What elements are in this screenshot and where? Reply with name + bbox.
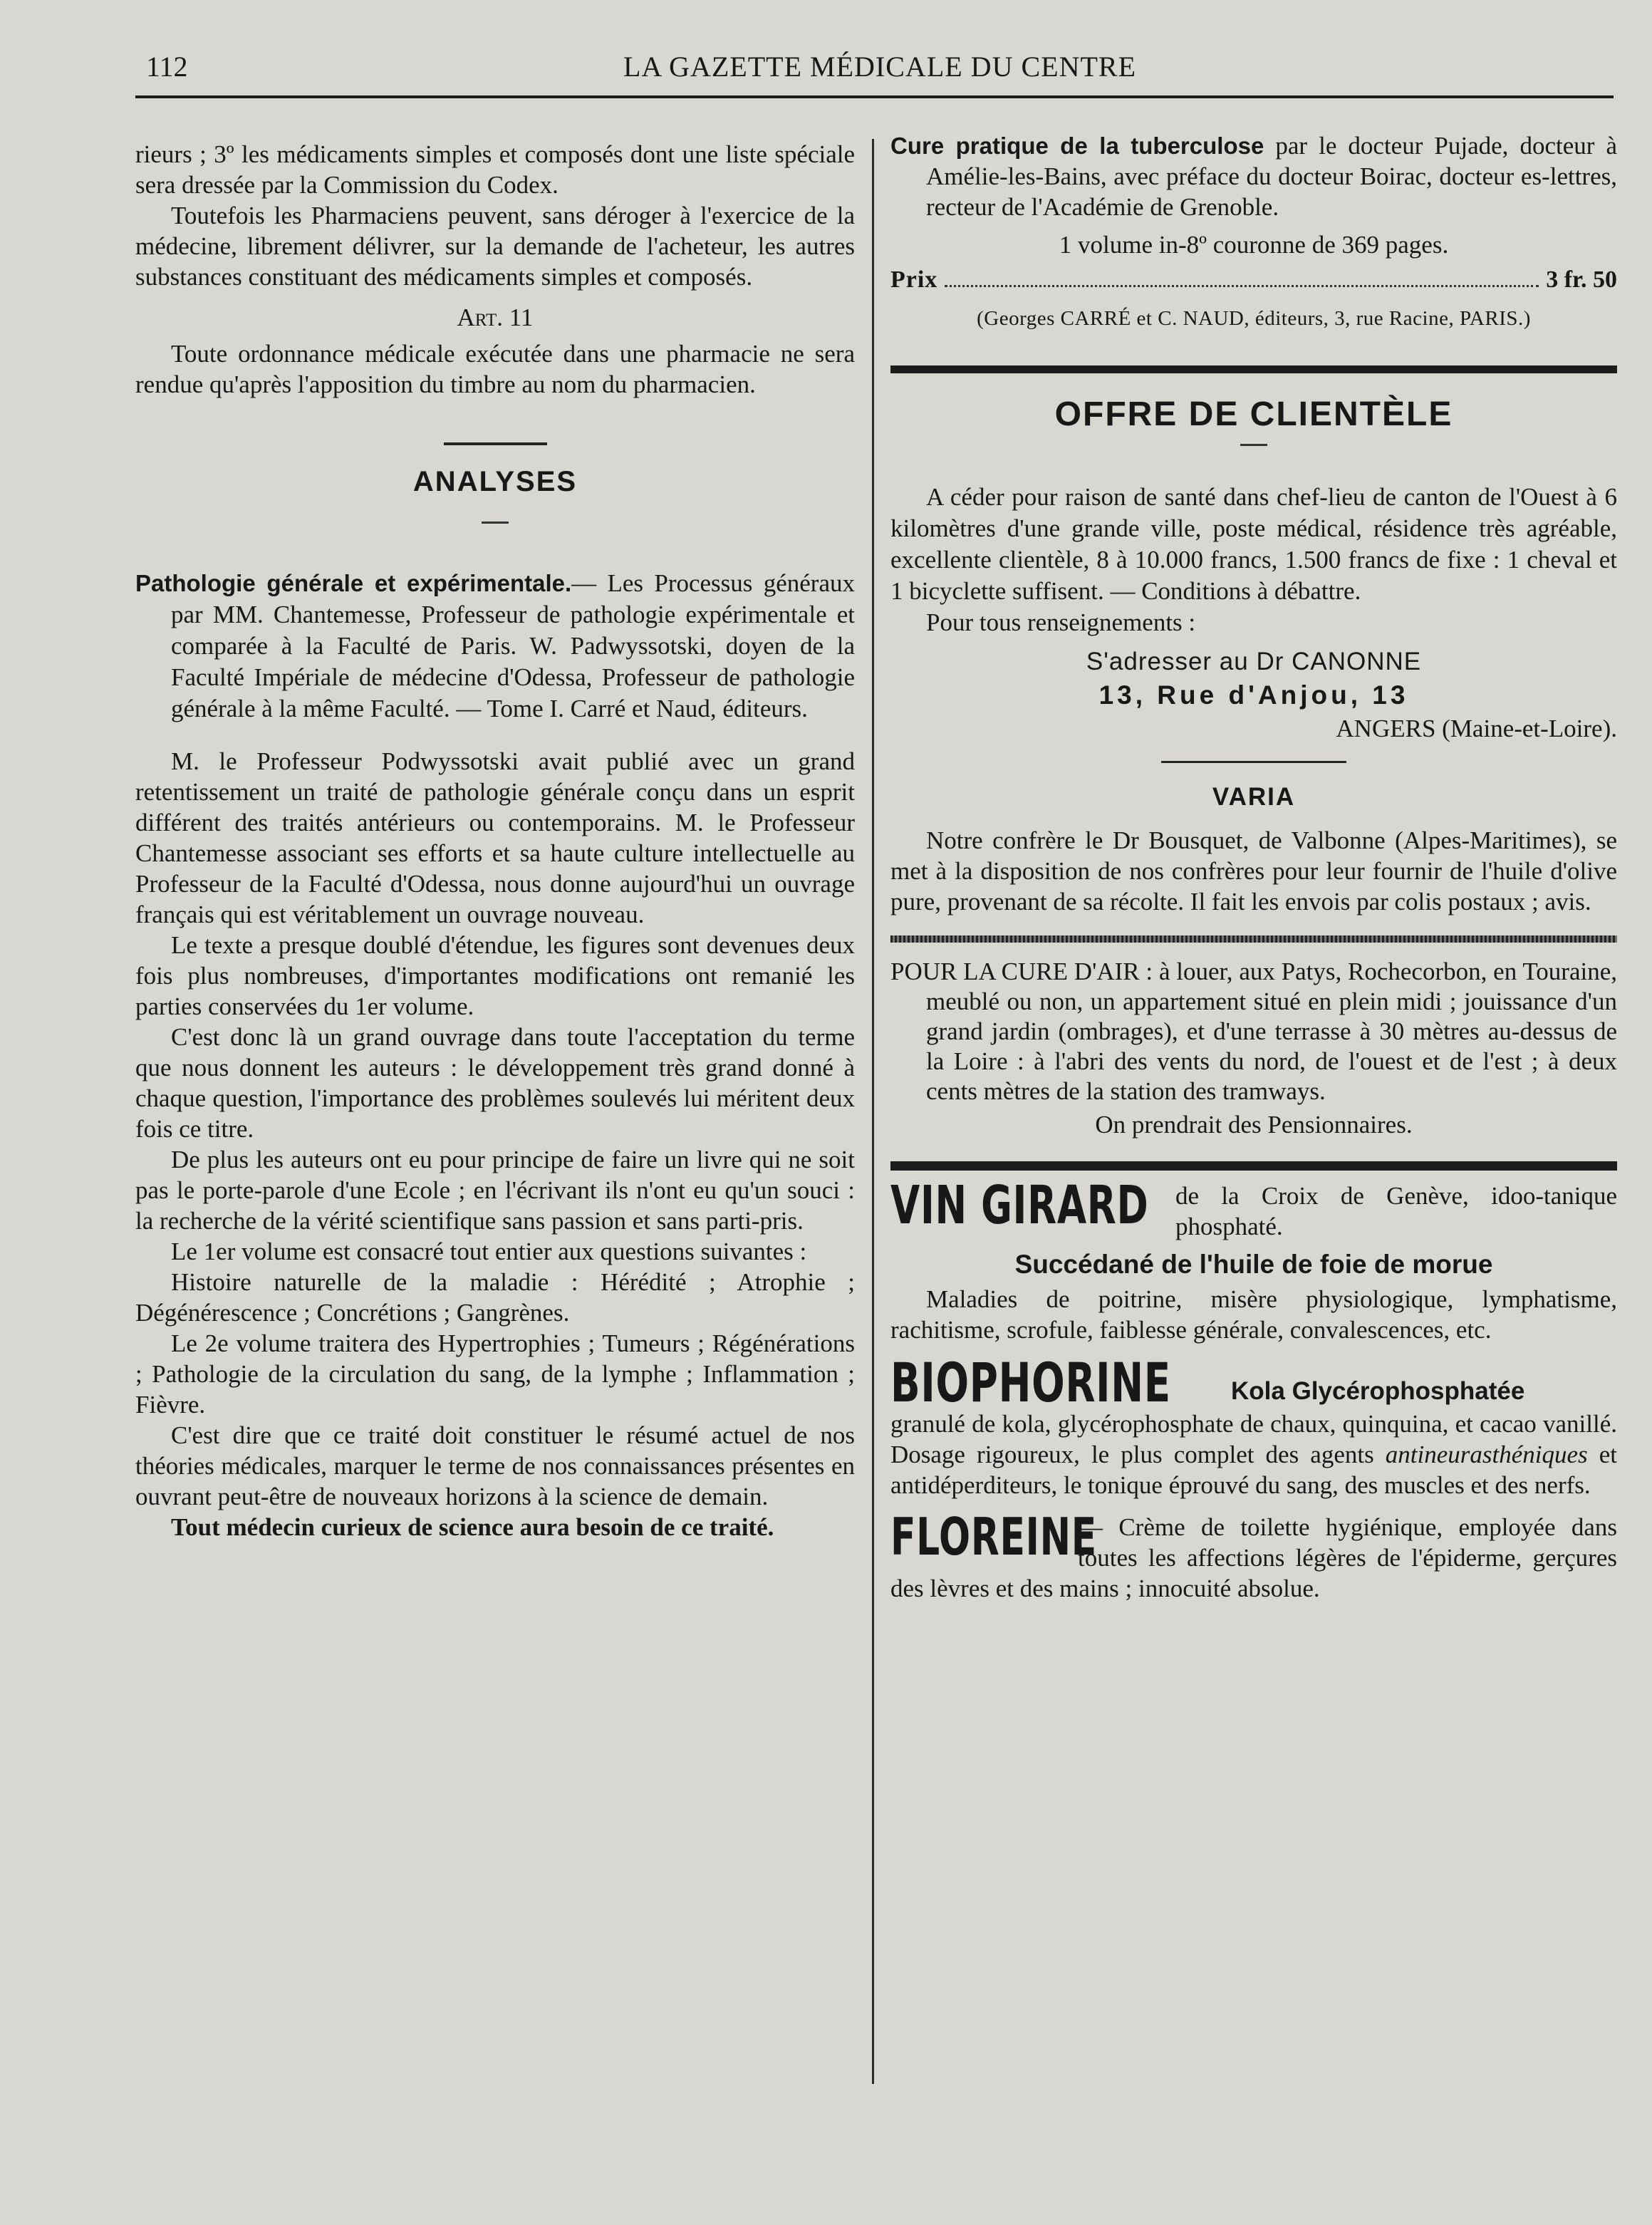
vin-girard-text: Maladies de poitrine, misère physiologique, lymphatisme, rachitisme, scrofule, faiblesse générale, convalescences, etc.	[890, 1285, 1617, 1344]
thick-rule	[890, 1161, 1617, 1171]
page-number: 112	[146, 51, 188, 83]
biophorine-text-part: et antidéperditeurs, le tonique éprouvé du sang, des muscles et des nerfs.	[890, 1441, 1617, 1499]
review-paragraph: Tout médecin curieux de science aura besoin de ce traité.	[171, 1513, 774, 1541]
vin-girard-brand: VIN GIRARD	[890, 1175, 1149, 1236]
book-details: — Les Processus généraux par MM. Chantemesse, Professeur de pathologie expérimentale et comparée à la Faculté de Paris. W. Padwyssotski, doyen de la Faculté Impériale de médecine d'Odessa, Professeur de pathologie générale à la même Faculté. — Tome I. Carré et Naud, éditeurs.	[171, 569, 855, 722]
book-notice	[890, 130, 1617, 222]
offer-address: 13, Rue d'Anjou, 13	[1098, 680, 1409, 710]
title-dash	[1240, 444, 1267, 446]
floreine-text: — Crème de toilette hygiénique, employée dans toutes les affections légères de l'épiderme, gerçures des lèvres et des mains ; innocuité absolue.	[890, 1513, 1617, 1602]
review-paragraph: C'est donc là un grand ouvrage dans toute l'acceptation du terme que nous donnent les auteurs : le développement très grand donné à chaque question, l'importance des problèmes soulevés lui méritent deux fois ce titre.	[135, 1023, 855, 1143]
price-leader-dots	[945, 285, 1539, 287]
biophorine-ad-header	[890, 1351, 1617, 1414]
section-rule	[1161, 761, 1346, 763]
biophorine-text	[890, 1409, 1617, 1500]
biophorine-tagline: Kola Glycérophosphatée	[1231, 1377, 1525, 1405]
right-column	[890, 130, 1617, 1604]
law-paragraph: Toutefois les Pharmaciens peuvent, sans déroger à l'exercice de la médecine, librement délivrer, sur la demande de l'acheteur, les autres substances constituant des médicaments simples et composés.	[135, 202, 855, 291]
review-paragraph: Histoire naturelle de la maladie : Hérédité ; Atrophie ; Dégénérescence ; Concrétions ; Gangrènes.	[135, 1268, 855, 1327]
journal-title: LA GAZETTE MÉDICALE DU CENTRE	[623, 51, 1136, 83]
review-paragraph: M. le Professeur Podwyssotski avait publié avec un grand retentissement un traité de pathologie générale conçu dans un esprit différent des traités antérieurs ou contemporains. M. le Professeur Chantemesse associant ses efforts et sa haute culture intellectuelle au Professeur de la Faculté d'Odessa, nous donne aujourd'hui un ouvrage français qui est véritablement un ouvrage nouveau.	[135, 747, 855, 928]
left-column	[135, 139, 855, 1542]
offer-title: OFFRE DE CLIENTÈLE	[1054, 395, 1453, 433]
offer-text: A céder pour raison de santé dans chef-lieu de canton de l'Ouest à 6 kilomètres d'une grande ville, poste médical, résidence très agréable, excellente clientèle, 8 à 10.000 francs, 1.500 francs de fixe : 1 cheval et 1 bicyclette suffisent. — Conditions à débattre.	[890, 483, 1617, 605]
thick-rule	[890, 365, 1617, 373]
review-paragraph: Le 2e volume traitera des Hypertrophies ; Tumeurs ; Régénérations ; Pathologie de la circulation du sang, de la lymphe ; Inflammation ; Fièvre.	[135, 1329, 855, 1418]
biophorine-text-part: granulé de kola, glycérophosphate de chaux, quinquina, et cacao vanillé. Dosage rigoureux, le plus complet des agents	[890, 1410, 1617, 1468]
varia-text: Notre confrère le Dr Bousquet, de Valbonne (Alpes-Maritimes), se met à la disposition de nos confrères pour leur fournir de l'huile d'olive pure, provenant de sa récolte. Il fait les envois par colis postaux ; avis.	[890, 826, 1617, 916]
dotted-rule	[890, 935, 1617, 943]
header-rule	[135, 95, 1614, 98]
title-dash	[482, 522, 509, 524]
biophorine-brand-box	[890, 1351, 1231, 1414]
section-title-analyses: ANALYSES	[412, 466, 578, 497]
vin-girard-tagline: Succédané de l'huile de foie de morue	[1014, 1250, 1493, 1279]
vin-girard-brand-box	[890, 1175, 1172, 1236]
review-paragraph: De plus les auteurs ont eu pour principe de faire un livre qui ne soit pas le porte-parole d'une Ecole ; en l'écrivant ils n'ont eu qu'un souci : la recherche de la vérité scientifique sans passion et sans parti-pris.	[135, 1146, 855, 1235]
vin-girard-ad-header	[890, 1175, 1617, 1242]
review-paragraph: Le 1er volume est consacré tout entier aux questions suivantes :	[171, 1238, 807, 1265]
publisher-line: (Georges CARRÉ et C. NAUD, éditeurs, 3, rue Racine, PARIS.)	[977, 307, 1531, 330]
offer-contact: S'adresser au Dr CANONNE	[1086, 648, 1422, 675]
cure-air-notice: POUR LA CURE D'AIR : à louer, aux Patys, Rochecorbon, en Touraine, meublé ou non, un appartement situé en plein midi ; jouissance d'un grand jardin (ombrages), et d'une terrasse à 30 mètres au-dessus de la Loire : à l'abri des vents du nord, de l'ouest et de l'est ; à deux cents mètres de la station des tramways.	[890, 958, 1617, 1105]
biophorine-brand: BIOPHORINE	[890, 1351, 1171, 1414]
vin-girard-desc: de la Croix de Genève, idoo-tanique phosphaté.	[1175, 1182, 1617, 1240]
varia-title: VARIA	[1212, 783, 1296, 811]
cure-air-boarders: On prendrait des Pensionnaires.	[1095, 1111, 1413, 1139]
biophorine-emphasis: antineurasthéniques	[1385, 1441, 1588, 1468]
offer-info: Pour tous renseignements :	[926, 608, 1196, 636]
book-entry	[135, 568, 855, 725]
price-label: Prix	[890, 266, 938, 293]
section-rule	[444, 442, 547, 445]
book-notice-title: Cure pratique de la tuberculose	[890, 133, 1264, 159]
book-notice-text: par le docteur Pujade, docteur à Amélie-les-Bains, avec préface du docteur Boirac, docteur es-lettres, recteur de l'Académie de Grenoble.	[926, 132, 1617, 221]
column-divider	[872, 139, 874, 2084]
review-paragraph: C'est dire que ce traité doit constituer le résumé actuel de nos théories médicales, marquer le terme de nos connaissances présentes en ouvrant peut-être de nouveaux horizons à la science de demain.	[135, 1421, 855, 1510]
floreine-ad	[890, 1507, 1617, 1604]
price-line	[890, 264, 1617, 295]
book-title: Pathologie générale et expérimentale.	[135, 570, 572, 596]
review-paragraph: Le texte a presque doublé d'étendue, les figures sont devenues deux fois plus nombreuses, d'importantes modifications ont remanié les parties conservées du 1er volume.	[135, 931, 855, 1020]
floreine-brand: FLOREINE	[890, 1507, 1097, 1567]
offer-city: ANGERS (Maine-et-Loire).	[1336, 715, 1617, 742]
price-value: 3 fr. 50	[1546, 266, 1617, 293]
law-paragraph-continued: rieurs ; 3º les médicaments simples et composés dont une liste spéciale sera dressée par la Commission du Codex.	[135, 140, 855, 199]
book-volume: 1 volume in-8º couronne de 369 pages.	[1059, 231, 1449, 259]
article-heading: Art. 11	[457, 304, 534, 331]
review-body	[135, 746, 855, 1542]
page-header	[146, 50, 1614, 100]
article-text: Toute ordonnance médicale exécutée dans une pharmacie ne sera rendue qu'après l'apposition du timbre au nom du pharmacien.	[135, 340, 855, 398]
